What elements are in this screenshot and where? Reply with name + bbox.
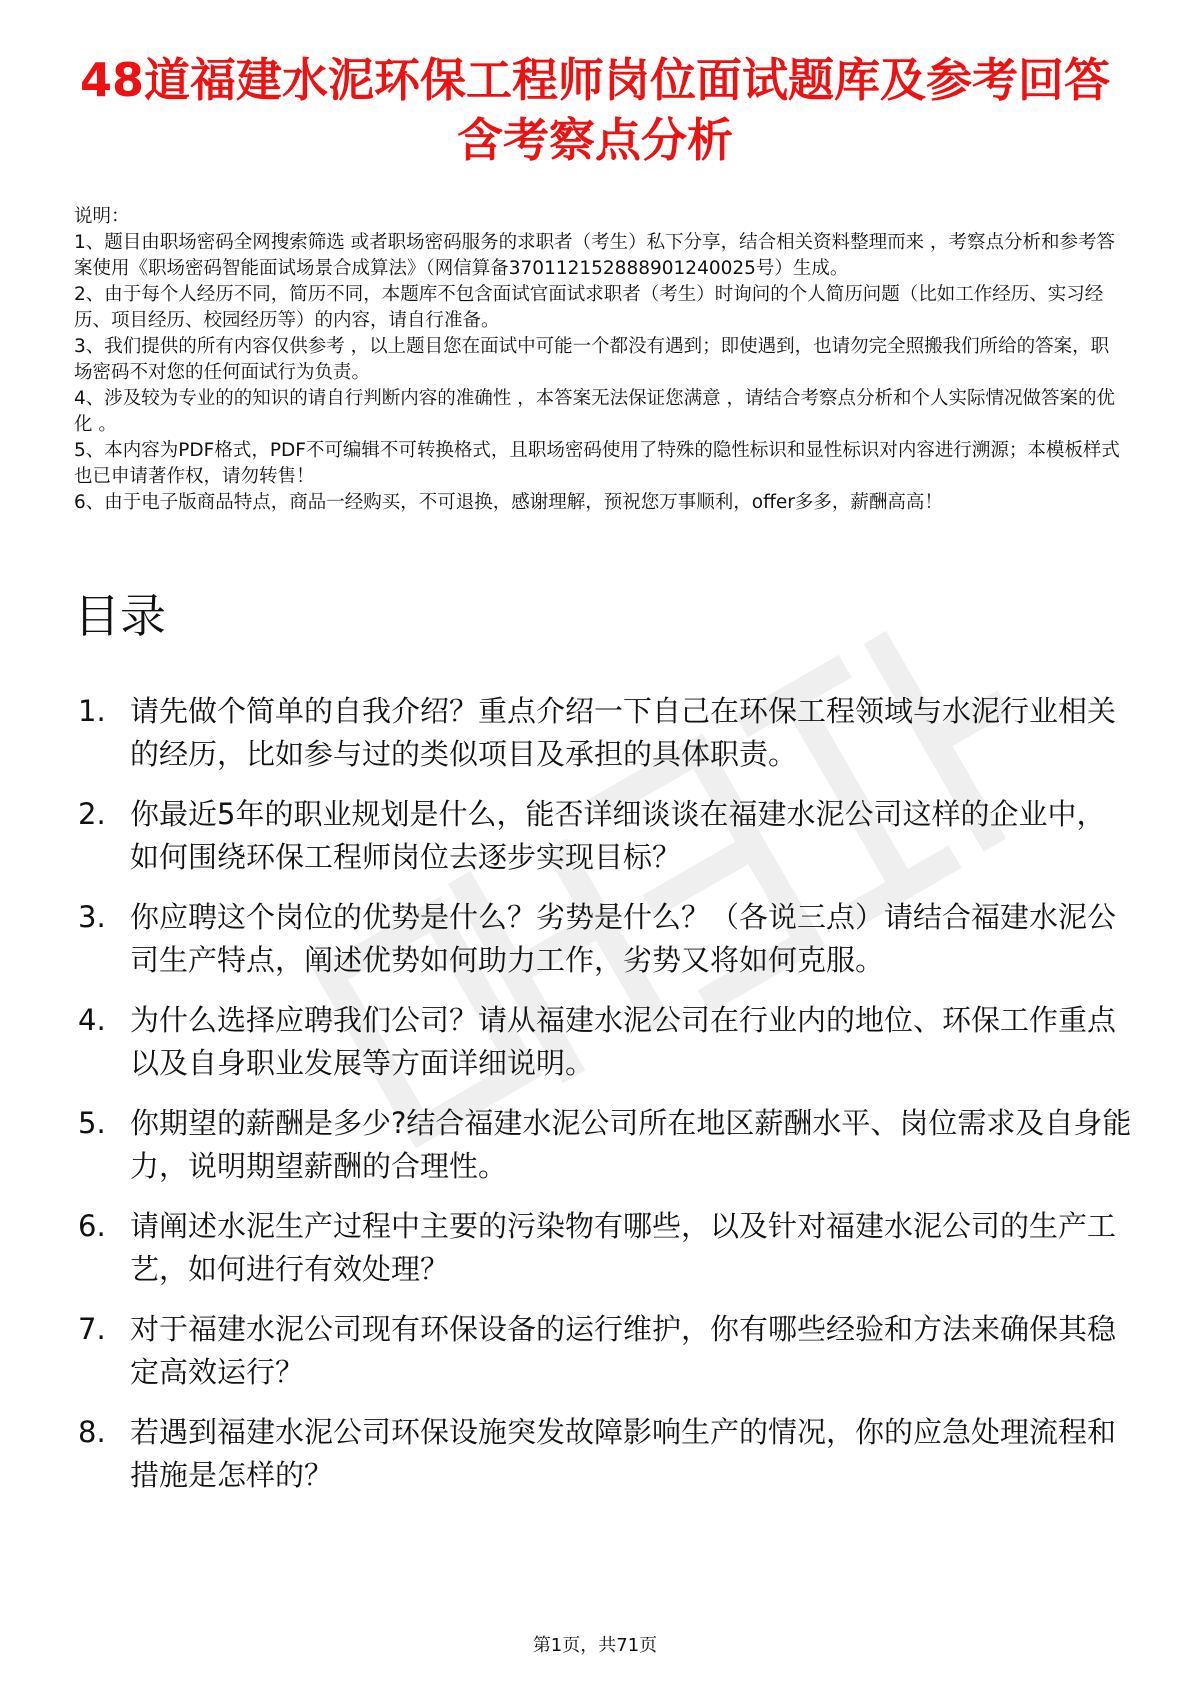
toc-item-text: 你应聘这个岗位的优势是什么？劣势是什么？（各说三点）请结合福建水泥公司生产特点，阐述优势如何助力工作，劣势又将如何克服。 bbox=[130, 900, 1117, 977]
toc-item-text: 对于福建水泥公司现有环保设备的运行维护，你有哪些经验和方法来确保其稳定高效运行？ bbox=[130, 1312, 1117, 1389]
notes-item: 3、我们提供的所有内容仅供参考 ，以上题目您在面试中可能一个都没有遇到；即使遇到，也请勿完全照搬我们所给的答案，职场密码不对您的任何面试行为负责。 bbox=[74, 336, 1110, 383]
toc-item-text: 若遇到福建水泥公司环保设施突发故障影响生产的情况，你的应急处理流程和措施是怎样的？ bbox=[130, 1415, 1117, 1492]
toc-item[interactable] bbox=[74, 690, 1134, 776]
notes-item: 6、由于电子版商品特点，商品一经购买，不可退换，感谢理解，预祝您万事顺利，offer多多，薪酬高高！ bbox=[74, 492, 943, 513]
toc-heading: 目录 bbox=[74, 589, 166, 643]
toc-item-text: 请阐述水泥生产过程中主要的污染物有哪些，以及针对福建水泥公司的生产工艺，如何进行有效处理？ bbox=[130, 1209, 1117, 1286]
notes-item: 5、本内容为PDF格式，PDF不可编辑不可转换格式，且职场密码使用了特殊的隐性标识和显性标识对内容进行溯源；本模板样式也已申请著作权，请勿转售！ bbox=[74, 440, 1120, 487]
toc-item[interactable] bbox=[74, 1205, 1134, 1291]
toc-item-number: 2. bbox=[78, 797, 106, 831]
toc-item-text: 请先做个简单的自我介绍？重点介绍一下自己在环保工程领域与水泥行业相关的经历，比如参与过的类似项目及承担的具体职责。 bbox=[130, 694, 1117, 771]
notes-item: 4、涉及较为专业的的知识的请自行判断内容的准确性 ，本答案无法保证您满意 ，请结合考察点分析和个人实际情况做答案的优化 。 bbox=[74, 388, 1116, 435]
page-title: 48道福建水泥环保工程师岗位面试题库及参考回答含考察点分析 bbox=[79, 53, 1110, 167]
toc-item-text: 你最近5年的职业规划是什么，能否详细谈谈在福建水泥公司这样的企业中，如何围绕环保工程师岗位去逐步实现目标？ bbox=[130, 797, 1106, 874]
toc-item-text: 为什么选择应聘我们公司？请从福建水泥公司在行业内的地位、环保工作重点以及自身职业发展等方面详细说明。 bbox=[130, 1003, 1117, 1080]
disclaimer-notes bbox=[74, 204, 1124, 516]
toc-item[interactable] bbox=[74, 999, 1134, 1085]
toc-item-text: 你期望的薪酬是多少?结合福建水泥公司所在地区薪酬水平、岗位需求及自身能力，说明期望薪酬的合理性。 bbox=[130, 1106, 1132, 1183]
toc-item[interactable] bbox=[74, 1102, 1134, 1188]
toc-item-number: 7. bbox=[78, 1312, 106, 1346]
notes-heading: 说明： bbox=[74, 206, 130, 227]
toc-item-number: 3. bbox=[78, 900, 106, 934]
toc-item-number: 4. bbox=[78, 1003, 106, 1037]
toc-item-number: 5. bbox=[78, 1106, 106, 1140]
toc-item-number: 1. bbox=[78, 694, 106, 728]
toc-list bbox=[74, 690, 1134, 1514]
toc-item-number: 6. bbox=[78, 1209, 106, 1243]
toc-item[interactable] bbox=[74, 1411, 1134, 1497]
toc-item[interactable] bbox=[74, 896, 1134, 982]
notes-item: 1、题目由职场密码全网搜索筛选 或者职场密码服务的求职者（考生）私下分享，结合相关资料整理而来 ，考察点分析和参考答案使用《职场密码智能面试场景合成算法》（网信算备370112152888901240025号）生成。 bbox=[74, 232, 1116, 279]
toc-item[interactable] bbox=[74, 1308, 1134, 1394]
notes-item: 2、由于每个人经历不同，简历不同，本题库不包含面试官面试求职者（考生）时询问的个人简历问题（比如工作经历、实习经历、项目经历、校园经历等）的内容，请自行准备。 bbox=[74, 284, 1104, 331]
toc-item[interactable] bbox=[74, 793, 1134, 879]
toc-item-number: 8. bbox=[78, 1415, 106, 1449]
page-footer: 第1页，共71页 bbox=[532, 1635, 658, 1656]
